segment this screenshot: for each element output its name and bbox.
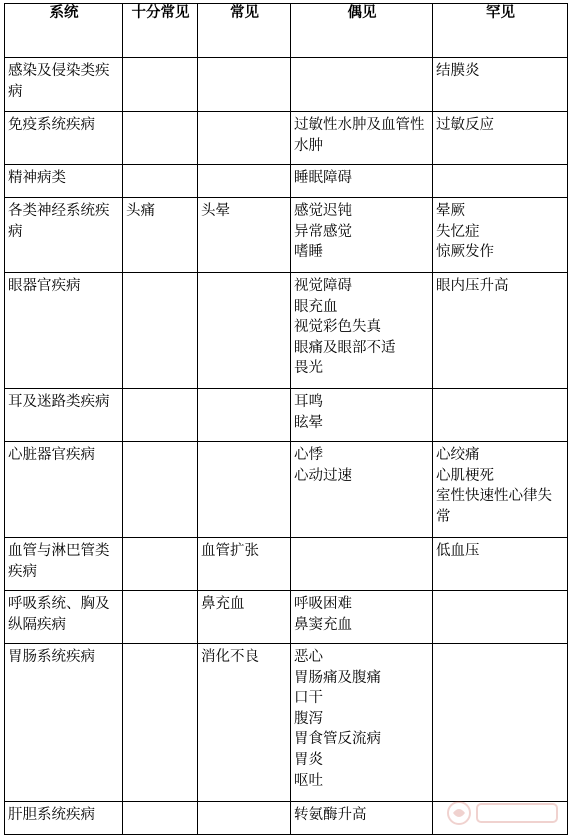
cell-occasional xyxy=(291,591,433,644)
cell-rare xyxy=(433,273,568,389)
cell-system: 免疫系统疾病 xyxy=(5,112,123,165)
cell-item: 呼吸困难 xyxy=(294,596,352,612)
table-row xyxy=(5,442,568,538)
cell-occasional xyxy=(291,802,433,835)
cell-system: 心脏器官疾病 xyxy=(5,442,123,538)
cell-item: 头痛 xyxy=(126,203,155,219)
table-row xyxy=(5,273,568,389)
cell-item: 眼痛及眼部不适 xyxy=(294,339,396,356)
cell-system: 各类神经系统疾病 xyxy=(5,198,123,273)
header-system: 系统 xyxy=(5,4,123,58)
cell-item: 鼻窦充血 xyxy=(294,616,352,633)
cell-rare xyxy=(433,538,568,591)
cell-item: 失忆症 xyxy=(436,223,480,240)
cell-occasional xyxy=(291,538,433,591)
cell-item: 畏光 xyxy=(294,360,323,377)
table-row xyxy=(5,538,568,591)
table-row xyxy=(5,644,568,802)
cell-occasional xyxy=(291,273,433,389)
cell-very-common xyxy=(123,112,198,165)
cell-common xyxy=(198,58,291,112)
cell-very-common xyxy=(123,442,198,538)
cell-rare xyxy=(433,389,568,442)
cell-occasional xyxy=(291,112,433,165)
cell-system: 感染及侵染类疾病 xyxy=(5,58,123,112)
cell-occasional xyxy=(291,165,433,198)
cell-very-common xyxy=(123,165,198,198)
cell-item: 眼内压升高 xyxy=(436,278,509,294)
cell-very-common xyxy=(123,644,198,802)
cell-occasional xyxy=(291,644,433,802)
table-row xyxy=(5,165,568,198)
cell-item: 腹泻 xyxy=(294,710,323,727)
cell-item: 心绞痛 xyxy=(436,447,480,463)
cell-common xyxy=(198,442,291,538)
cell-very-common xyxy=(123,591,198,644)
cell-item: 视觉障碍 xyxy=(294,278,352,294)
adverse-reactions-table xyxy=(4,3,568,835)
cell-item: 惊厥发作 xyxy=(436,244,494,261)
cell-common xyxy=(198,389,291,442)
header-row xyxy=(5,4,568,58)
cell-system: 眼器官疾病 xyxy=(5,273,123,389)
cell-item: 过敏反应 xyxy=(436,117,494,133)
cell-system: 耳及迷路类疾病 xyxy=(5,389,123,442)
cell-common xyxy=(198,273,291,389)
cell-item: 头晕 xyxy=(201,203,230,219)
cell-common xyxy=(198,165,291,198)
cell-item: 过敏性水肿及血管性水肿 xyxy=(294,117,425,154)
cell-item: 口干 xyxy=(294,690,323,707)
cell-common xyxy=(198,591,291,644)
cell-occasional xyxy=(291,198,433,273)
cell-occasional xyxy=(291,389,433,442)
cell-item: 恶心 xyxy=(294,649,323,665)
watermark-logo-icon xyxy=(445,796,565,830)
cell-very-common xyxy=(123,802,198,835)
cell-very-common xyxy=(123,58,198,112)
cell-item: 转氨酶升高 xyxy=(294,807,367,823)
cell-item: 心动过速 xyxy=(294,467,352,484)
header-occasional: 偶见 xyxy=(291,4,433,58)
cell-item: 睡眠障碍 xyxy=(294,170,352,186)
cell-item: 视觉彩色失真 xyxy=(294,319,381,336)
cell-rare xyxy=(433,644,568,802)
cell-very-common xyxy=(123,198,198,273)
cell-rare xyxy=(433,442,568,538)
cell-rare xyxy=(433,198,568,273)
cell-common xyxy=(198,198,291,273)
cell-common xyxy=(198,644,291,802)
cell-item: 心肌梗死 xyxy=(436,467,494,484)
cell-occasional xyxy=(291,442,433,538)
table-row xyxy=(5,389,568,442)
cell-item: 胃炎 xyxy=(294,751,323,768)
cell-item: 室性快速性心律失常 xyxy=(436,488,552,525)
header-very-common: 十分常见 xyxy=(123,4,198,58)
cell-system: 精神病类 xyxy=(5,165,123,198)
cell-item: 低血压 xyxy=(436,543,480,559)
table-row xyxy=(5,58,568,112)
header-common: 常见 xyxy=(198,4,291,58)
cell-item: 呕吐 xyxy=(294,772,323,789)
table-row xyxy=(5,112,568,165)
table-body xyxy=(5,58,568,835)
cell-system: 呼吸系统、胸及纵隔疾病 xyxy=(5,591,123,644)
cell-rare xyxy=(433,591,568,644)
cell-rare xyxy=(433,112,568,165)
cell-common xyxy=(198,112,291,165)
cell-item: 嗜睡 xyxy=(294,244,323,261)
cell-item: 心悸 xyxy=(294,447,323,463)
cell-item: 结膜炎 xyxy=(436,63,480,79)
cell-occasional xyxy=(291,58,433,112)
cell-very-common xyxy=(123,389,198,442)
table-row xyxy=(5,198,568,273)
cell-item: 眩晕 xyxy=(294,414,323,431)
cell-very-common xyxy=(123,538,198,591)
cell-item: 眼充血 xyxy=(294,298,338,315)
cell-item: 晕厥 xyxy=(436,203,465,219)
cell-item: 异常感觉 xyxy=(294,223,352,240)
cell-item: 感觉迟钝 xyxy=(294,203,352,219)
cell-item: 胃肠痛及腹痛 xyxy=(294,669,381,686)
cell-common xyxy=(198,538,291,591)
cell-item: 胃食管反流病 xyxy=(294,731,381,748)
cell-system: 肝胆系统疾病 xyxy=(5,802,123,835)
cell-system: 血管与淋巴管类疾病 xyxy=(5,538,123,591)
cell-item: 鼻充血 xyxy=(201,596,245,612)
cell-item: 血管扩张 xyxy=(201,543,259,559)
table-row xyxy=(5,591,568,644)
cell-rare xyxy=(433,165,568,198)
cell-rare xyxy=(433,58,568,112)
cell-item: 耳鸣 xyxy=(294,394,323,410)
cell-item: 消化不良 xyxy=(201,649,259,665)
cell-very-common xyxy=(123,273,198,389)
cell-system: 胃肠系统疾病 xyxy=(5,644,123,802)
cell-common xyxy=(198,802,291,835)
header-rare: 罕见 xyxy=(433,4,568,58)
